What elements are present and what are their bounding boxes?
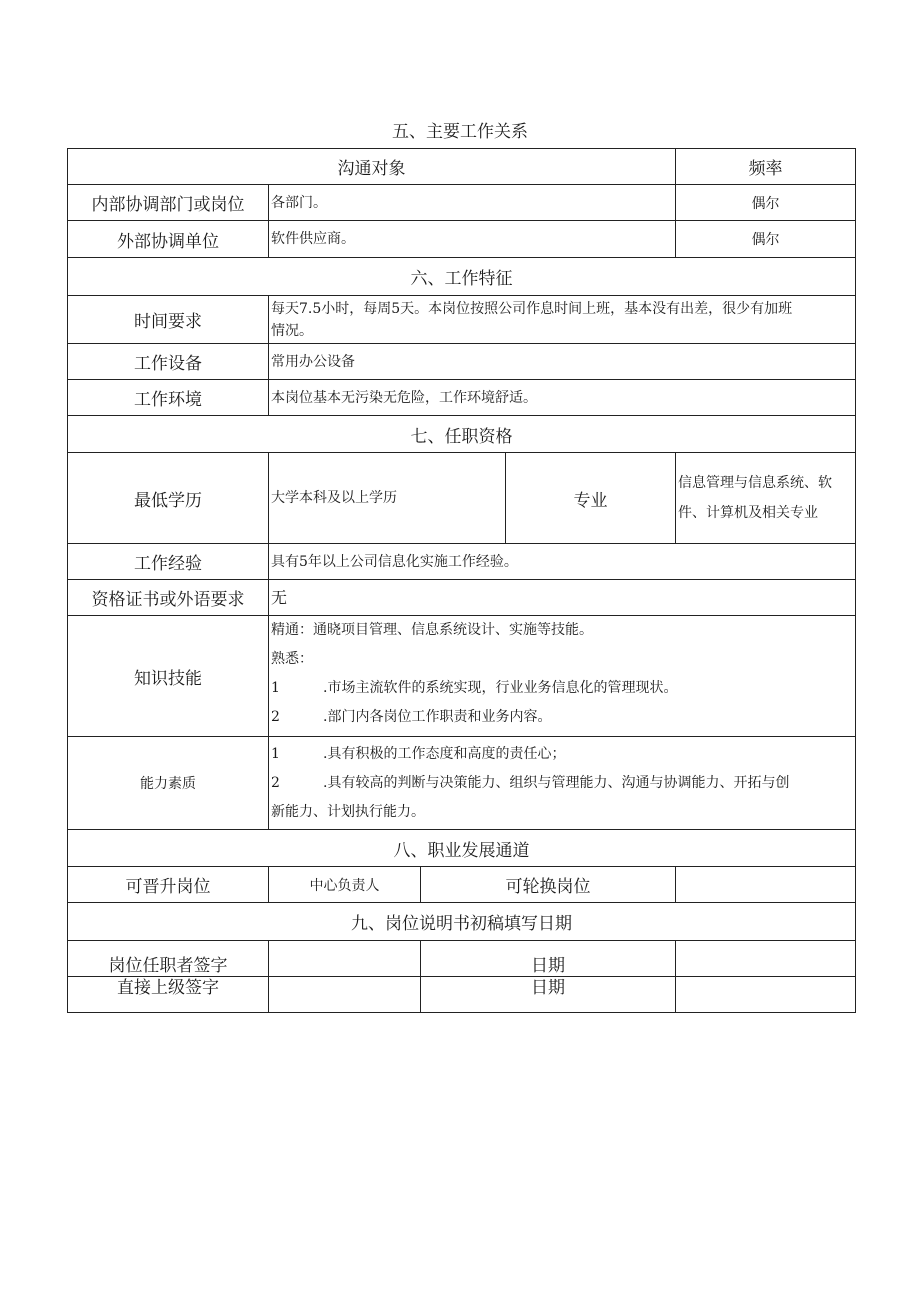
environment-label: 工作环境 (68, 380, 269, 416)
ability-item-2 (271, 769, 855, 798)
section-seven-title: 七、任职资格 (68, 416, 856, 453)
certificate-row (68, 580, 856, 616)
skills-value (269, 616, 856, 737)
skills-row (68, 616, 856, 737)
supervisor-date-label: 日期 (421, 977, 676, 1013)
environment-value: 本岗位基本无污染无危险，工作环境舒适。 (269, 380, 856, 416)
header-object: 沟通对象 (68, 149, 676, 185)
internal-label: 内部协调部门或岗位 (68, 185, 269, 221)
relations-header-row (68, 149, 856, 185)
skills-label: 知识技能 (68, 616, 269, 737)
major-value (676, 453, 856, 544)
internal-value: 各部门。 (269, 185, 676, 221)
time-line-2: 情况。 (271, 322, 313, 339)
holder-date-label: 日期 (421, 941, 676, 977)
equipment-label: 工作设备 (68, 344, 269, 380)
equipment-value: 常用办公设备 (269, 344, 856, 380)
skills-item-1 (271, 674, 855, 703)
ability-row (68, 737, 856, 830)
qualifications-title-row (68, 416, 856, 453)
major-line-1: 信息管理与信息系统、软 (678, 475, 832, 491)
holder-sign-label: 岗位任职者签字 (68, 941, 269, 977)
header-frequency: 频率 (676, 149, 856, 185)
skills-item-2-num: 2 (271, 709, 280, 725)
time-line-1: 每天7.5小时，每周5天。本岗位按照公司作息时间上班，基本没有出差，很少有加班 (271, 300, 793, 317)
skills-item-2 (271, 703, 855, 732)
holder-sign-row (68, 941, 856, 977)
job-description-form (67, 148, 856, 1013)
skills-master: 精通：通晓项目管理、信息系统设计、实施等技能。 (271, 622, 593, 638)
skills-item-2-text: .部门内各岗位工作职责和业务内容。 (323, 709, 552, 725)
certificate-label: 资格证书或外语要求 (68, 580, 269, 616)
external-value: 软件供应商。 (269, 221, 676, 258)
career-title-row (68, 830, 856, 867)
promote-label: 可晋升岗位 (68, 867, 269, 903)
ability-value (269, 737, 856, 830)
rotate-label: 可轮换岗位 (421, 867, 676, 903)
ability-item-1-num: 1 (271, 745, 280, 762)
section-five-title: 五、主要工作关系 (392, 122, 528, 142)
skills-item-1-num: 1 (271, 680, 280, 696)
internal-frequency: 偶尔 (676, 185, 856, 221)
draft-title-row (68, 903, 856, 941)
supervisor-sign-row (68, 977, 856, 1013)
education-value: 大学本科及以上学历 (269, 453, 506, 544)
holder-date-field[interactable] (676, 941, 856, 977)
environment-row (68, 380, 856, 416)
ability-item-1-text: .具有积极的工作态度和高度的责任心； (323, 745, 566, 762)
major-label: 专业 (506, 453, 676, 544)
supervisor-date-field[interactable] (676, 977, 856, 1013)
supervisor-sign-label: 直接上级签字 (68, 977, 269, 1013)
promote-value: 中心负责人 (269, 867, 421, 903)
certificate-value: 无 (269, 580, 856, 616)
time-label: 时间要求 (68, 296, 269, 344)
supervisor-sign-field[interactable] (269, 977, 421, 1013)
relation-row-internal (68, 185, 856, 221)
section-eight-title: 八、职业发展通道 (68, 830, 856, 867)
ability-item-1 (271, 740, 855, 769)
experience-value: 具有5年以上公司信息化实施工作经验。 (269, 544, 856, 580)
education-label: 最低学历 (68, 453, 269, 544)
external-label: 外部协调单位 (68, 221, 269, 258)
ability-label: 能力素质 (68, 737, 269, 830)
relation-row-external (68, 221, 856, 258)
time-row (68, 296, 856, 344)
ability-item-2-num: 2 (271, 774, 280, 791)
experience-label: 工作经验 (68, 544, 269, 580)
ability-item-2-text: .具有较高的判断与决策能力、组织与管理能力、沟通与协调能力、开拓与创 (323, 774, 790, 791)
education-row (68, 453, 856, 544)
equipment-row (68, 344, 856, 380)
holder-sign-field[interactable] (269, 941, 421, 977)
section-six-title: 六、工作特征 (68, 258, 856, 296)
skills-item-1-text: .市场主流软件的系统实现，行业业务信息化的管理现状。 (323, 680, 678, 696)
major-line-2: 件、计算机及相关专业 (678, 505, 818, 521)
skills-familiar: 熟悉： (271, 651, 313, 667)
external-frequency: 偶尔 (676, 221, 856, 258)
ability-item-2-cont: 新能力、计划执行能力。 (271, 803, 425, 820)
rotate-value (676, 867, 856, 903)
career-row (68, 867, 856, 903)
section-nine-title: 九、岗位说明书初稿填写日期 (68, 903, 856, 941)
features-title-row (68, 258, 856, 296)
experience-row (68, 544, 856, 580)
time-value (269, 296, 856, 344)
